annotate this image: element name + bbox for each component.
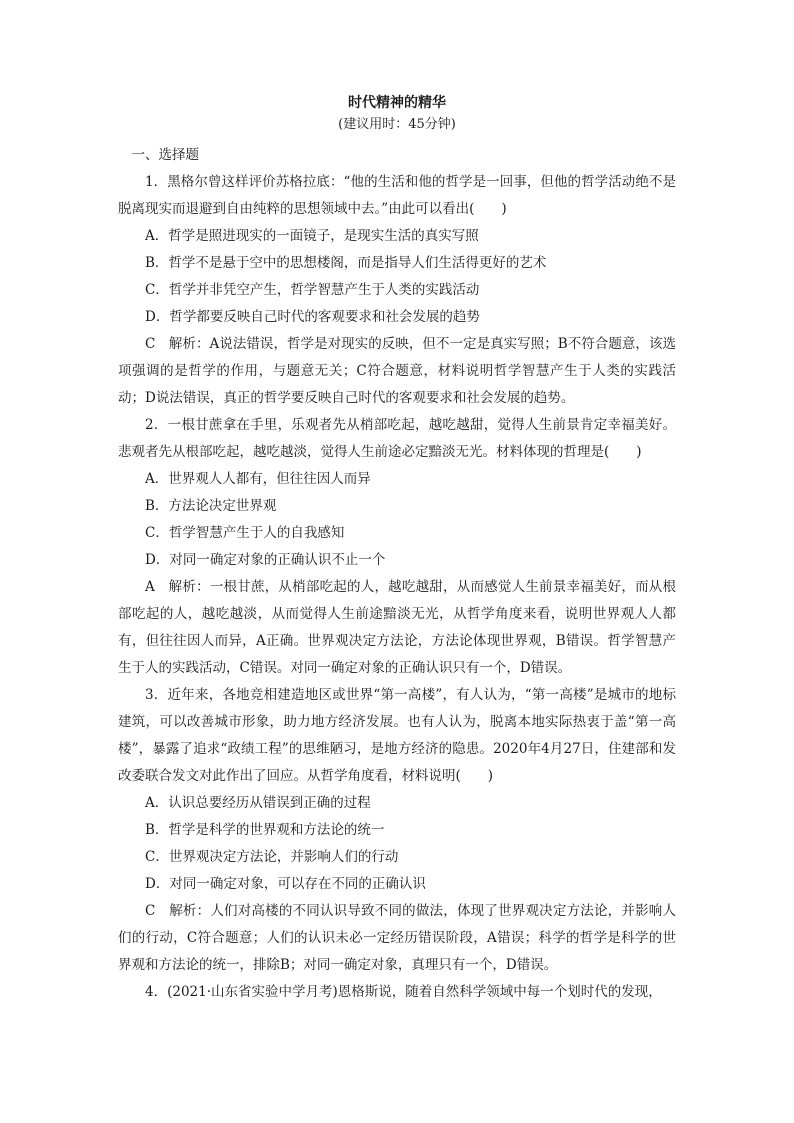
option-a: A．认识总要经历从错误到正确的过程 bbox=[145, 795, 371, 811]
option-c: C．世界观决定方法论，并影响人们的行动 bbox=[145, 849, 399, 865]
option-a: A．哲学是照进现实的一面镜子，是现实生活的真实写照 bbox=[145, 228, 479, 244]
question-stem: 4．(2021·山东省实验中学月考)恩格斯说，随着自然科学领域中每一个划时代的发现， bbox=[145, 984, 662, 1000]
option-b: B．哲学是科学的世界观和方法论的统一 bbox=[145, 822, 385, 838]
option-c: C．哲学并非凭空产生，哲学智慧产生于人类的实践活动 bbox=[145, 282, 480, 298]
suggested-time: (建议用时：45分钟) bbox=[338, 117, 456, 132]
question-2 bbox=[118, 412, 676, 682]
section-heading: 一、选择题 bbox=[131, 147, 199, 163]
question-stem: 1．黑格尔曾这样评价苏格拉底：“他的生活和他的哲学是一回事，但他的哲学活动绝不是脱离现实而退避到自由纯粹的思想领域中去。”由此可以看出( ) bbox=[118, 174, 676, 217]
question-stem: 2．一根甘蔗拿在手里，乐观者先从梢部吃起，越吃越甜，觉得人生前景肯定幸福美好。悲观者先从根部吃起，越吃越淡，觉得人生前途必定黯淡无光。材料体现的哲理是( ) bbox=[118, 417, 676, 460]
question-stem: 3．近年来，各地竞相建造地区或世界“第一高楼”，有人认为，“第一高楼”是城市的地标建筑，可以改善城市形象，助力地方经济发展。也有人认为，脱离本地实际热衷于盖“第一高楼”，暴露了追求“政绩工程”的思维陋习，是地方经济的隐患。2020年4月27日，住建部和发改委联合发文对此作出了回应。从哲学角度看，材料说明( ) bbox=[118, 687, 676, 784]
answer-analysis: A 解析：一根甘蔗，从梢部吃起的人，越吃越甜，从而感觉人生前景幸福美好，而从根部吃起的人，越吃越淡，从而觉得人生前途黯淡无光，从哲学角度来看，说明世界观人人都有，但往往因人而异，A正确。世界观决定方法论，方法论体现世界观，B错误。哲学智慧产生于人的实践活动，C错误。对同一确定对象的正确认识只有一个，D错误。 bbox=[118, 579, 676, 676]
option-d: D．哲学都要反映自己时代的客观要求和社会发展的趋势 bbox=[145, 309, 480, 325]
option-b: B．哲学不是悬于空中的思想楼阁，而是指导人们生活得更好的艺术 bbox=[145, 255, 547, 271]
page-title: 时代精神的精华 bbox=[348, 95, 446, 111]
answer-analysis: C 解析：A说法错误，哲学是对现实的反映，但不一定是真实写照；B不符合题意，该选项强调的是哲学的作用，与题意无关；C符合题意，材料说明哲学智慧产生于人类的实践活动；D说法错误，真正的哲学要反映自己时代的客观要求和社会发展的趋势。 bbox=[118, 336, 676, 406]
answer-analysis: C 解析：人们对高楼的不同认识导致不同的做法，体现了世界观决定方法论，并影响人们的行动，C符合题意；人们的认识未必一定经历错误阶段，A错误；科学的哲学是科学的世界观和方法论的统一，排除B；对同一确定对象，真理只有一个，D错误。 bbox=[118, 903, 676, 973]
option-a: A．世界观人人都有，但往往因人而异 bbox=[145, 471, 371, 487]
question-3 bbox=[118, 682, 676, 979]
option-c: C．哲学智慧产生于人的自我感知 bbox=[145, 525, 345, 541]
question-4 bbox=[118, 979, 676, 1006]
option-d: D．对同一确定对象的正确认识不止一个 bbox=[145, 552, 386, 568]
option-b: B．方法论决定世界观 bbox=[145, 498, 277, 514]
question-1 bbox=[118, 169, 676, 412]
option-d: D．对同一确定对象，可以存在不同的正确认识 bbox=[145, 876, 426, 892]
